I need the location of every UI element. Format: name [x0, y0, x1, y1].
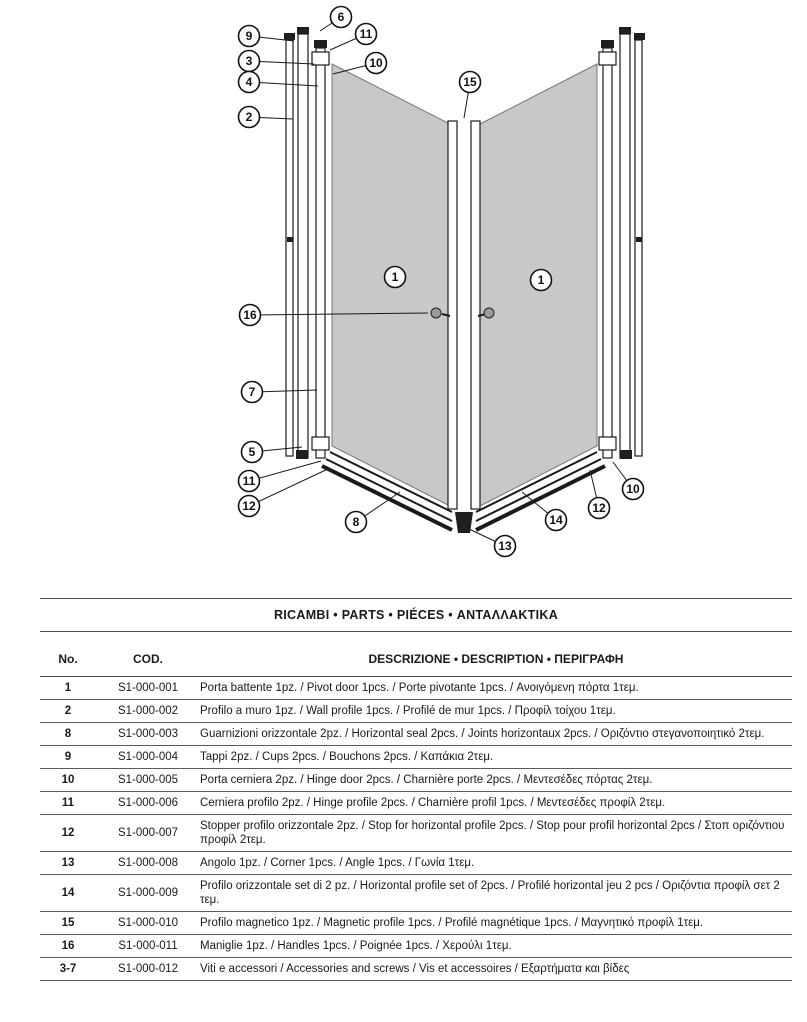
callout-13: [469, 529, 516, 557]
part-no: 2: [40, 700, 96, 723]
part-row: [40, 912, 792, 935]
part-cod: S1-000-001: [96, 677, 200, 700]
handle-knob-left: [431, 308, 441, 318]
svg-text:15: 15: [463, 75, 477, 89]
svg-text:11: 11: [242, 474, 256, 488]
callout-6: [320, 7, 352, 32]
part-row: [40, 875, 792, 912]
part-row: [40, 746, 792, 769]
part-cod: S1-000-005: [96, 769, 200, 792]
parts-table-body: [40, 677, 792, 981]
svg-text:10: 10: [626, 482, 640, 496]
svg-text:6: 6: [337, 10, 345, 24]
svg-text:5: 5: [248, 445, 256, 459]
col-header-cod: COD.: [96, 632, 200, 677]
part-cod: S1-000-003: [96, 723, 200, 746]
col-header-no: No.: [40, 632, 96, 677]
part-desc: Angolo 1pz. / Corner 1pcs. / Angle 1pcs. / Γωνία 1τεμ.: [200, 852, 792, 875]
part-desc: Porta battente 1pz. / Pivot door 1pcs. / Porte pivotante 1pcs. / Ανοιγόμενη πόρτα 1τεμ.: [200, 677, 792, 700]
svg-text:12: 12: [242, 499, 256, 513]
parts-table-section: [40, 598, 792, 981]
part-desc: Tappi 2pz. / Cups 2pcs. / Bouchons 2pcs. / Καπάκια 2τεμ.: [200, 746, 792, 769]
svg-text:8: 8: [352, 515, 360, 529]
part-row: [40, 815, 792, 852]
svg-text:4: 4: [245, 75, 253, 89]
callout-2: [239, 107, 294, 128]
svg-text:11: 11: [359, 27, 373, 41]
callout-12: [589, 470, 610, 519]
part-row: [40, 958, 792, 981]
part-desc: Stopper profilo orizzontale 2pz. / Stop for horizontal profile 2pcs. / Stop pour profil horizontal 2pcs / Στοπ οριζόντιου προφίλ 2τεμ.: [200, 815, 792, 852]
part-row: [40, 769, 792, 792]
svg-text:14: 14: [549, 513, 563, 527]
svg-text:12: 12: [592, 501, 606, 515]
part-desc: Profilo orizzontale set di 2 pz. / Horizontal profile set of 2pcs. / Profilé horizontal jeu 2 pcs / Οριζόντια προφίλ σετ 2 τεμ.: [200, 875, 792, 912]
diagram-geometry: [284, 27, 645, 533]
part-no: 10: [40, 769, 96, 792]
col-header-desc: DESCRIZIONE • DESCRIPTION • ΠΕΡΙΓΡΑΦΗ: [200, 632, 792, 677]
part-cod: S1-000-002: [96, 700, 200, 723]
handle-knob-right: [484, 308, 494, 318]
svg-text:10: 10: [369, 56, 383, 70]
part-cod: S1-000-011: [96, 935, 200, 958]
part-no: 13: [40, 852, 96, 875]
part-no: 16: [40, 935, 96, 958]
part-no: 9: [40, 746, 96, 769]
svg-text:3: 3: [245, 54, 253, 68]
part-no: 11: [40, 792, 96, 815]
svg-text:2: 2: [245, 110, 253, 124]
svg-text:7: 7: [248, 385, 256, 399]
part-row: [40, 792, 792, 815]
part-no: 12: [40, 815, 96, 852]
part-row: [40, 935, 792, 958]
part-cod: S1-000-007: [96, 815, 200, 852]
part-no: 3-7: [40, 958, 96, 981]
callout-10: [613, 462, 644, 500]
part-no: 8: [40, 723, 96, 746]
part-desc: Porta cerniera 2pz. / Hinge door 2pcs. / Charnière porte 2pcs. / Μεντεσέδες πόρτας 2τεμ.: [200, 769, 792, 792]
part-cod: S1-000-004: [96, 746, 200, 769]
part-desc: Profilo magnetico 1pz. / Magnetic profile 1pcs. / Profilé magnétique 1pcs. / Μαγνητικό προφίλ 1τεμ.: [200, 912, 792, 935]
callout-11: [239, 461, 322, 492]
part-desc: Guarnizioni orizzontale 2pz. / Horizontal seal 2pcs. / Joints horizontaux 2pcs. / Οριζόντιο στεγανοποιητικό 2τεμ.: [200, 723, 792, 746]
callout-1: [385, 267, 406, 288]
svg-text:1: 1: [391, 270, 399, 284]
svg-text:9: 9: [245, 29, 253, 43]
part-no: 1: [40, 677, 96, 700]
part-row: [40, 723, 792, 746]
svg-text:13: 13: [498, 539, 512, 553]
part-row: [40, 852, 792, 875]
part-desc: Maniglie 1pz. / Handles 1pcs. / Poignée 1pcs. / Χερούλι 1τεμ.: [200, 935, 792, 958]
part-desc: Viti e accessori / Accessories and screws / Vis et accessoires / Εξαρτήματα και βίδες: [200, 958, 792, 981]
part-no: 15: [40, 912, 96, 935]
part-no: 14: [40, 875, 96, 912]
part-cod: S1-000-008: [96, 852, 200, 875]
parts-table: [40, 632, 792, 981]
part-cod: S1-000-010: [96, 912, 200, 935]
callout-8: [346, 492, 401, 533]
part-cod: S1-000-012: [96, 958, 200, 981]
callout-1: [531, 270, 552, 291]
part-desc: Cerniera profilo 2pz. / Hinge profile 2pcs. / Charnière profil 1pcs. / Μεντεσέδες προφίλ 2τεμ.: [200, 792, 792, 815]
section-title: RICAMBI • PARTS • PIÉCES • ΑΝΤΑΛΛΑΚΤΙΚΑ: [40, 598, 792, 632]
svg-text:1: 1: [537, 273, 545, 287]
part-cod: S1-000-009: [96, 875, 200, 912]
part-row: [40, 700, 792, 723]
svg-text:16: 16: [243, 308, 257, 322]
part-cod: S1-000-006: [96, 792, 200, 815]
callout-15: [460, 72, 481, 119]
part-row: [40, 677, 792, 700]
header-row: [40, 632, 792, 677]
part-desc: Profilo a muro 1pz. / Wall profile 1pcs. / Profilé de mur 1pcs. / Προφίλ τοίχου 1τεμ.: [200, 700, 792, 723]
